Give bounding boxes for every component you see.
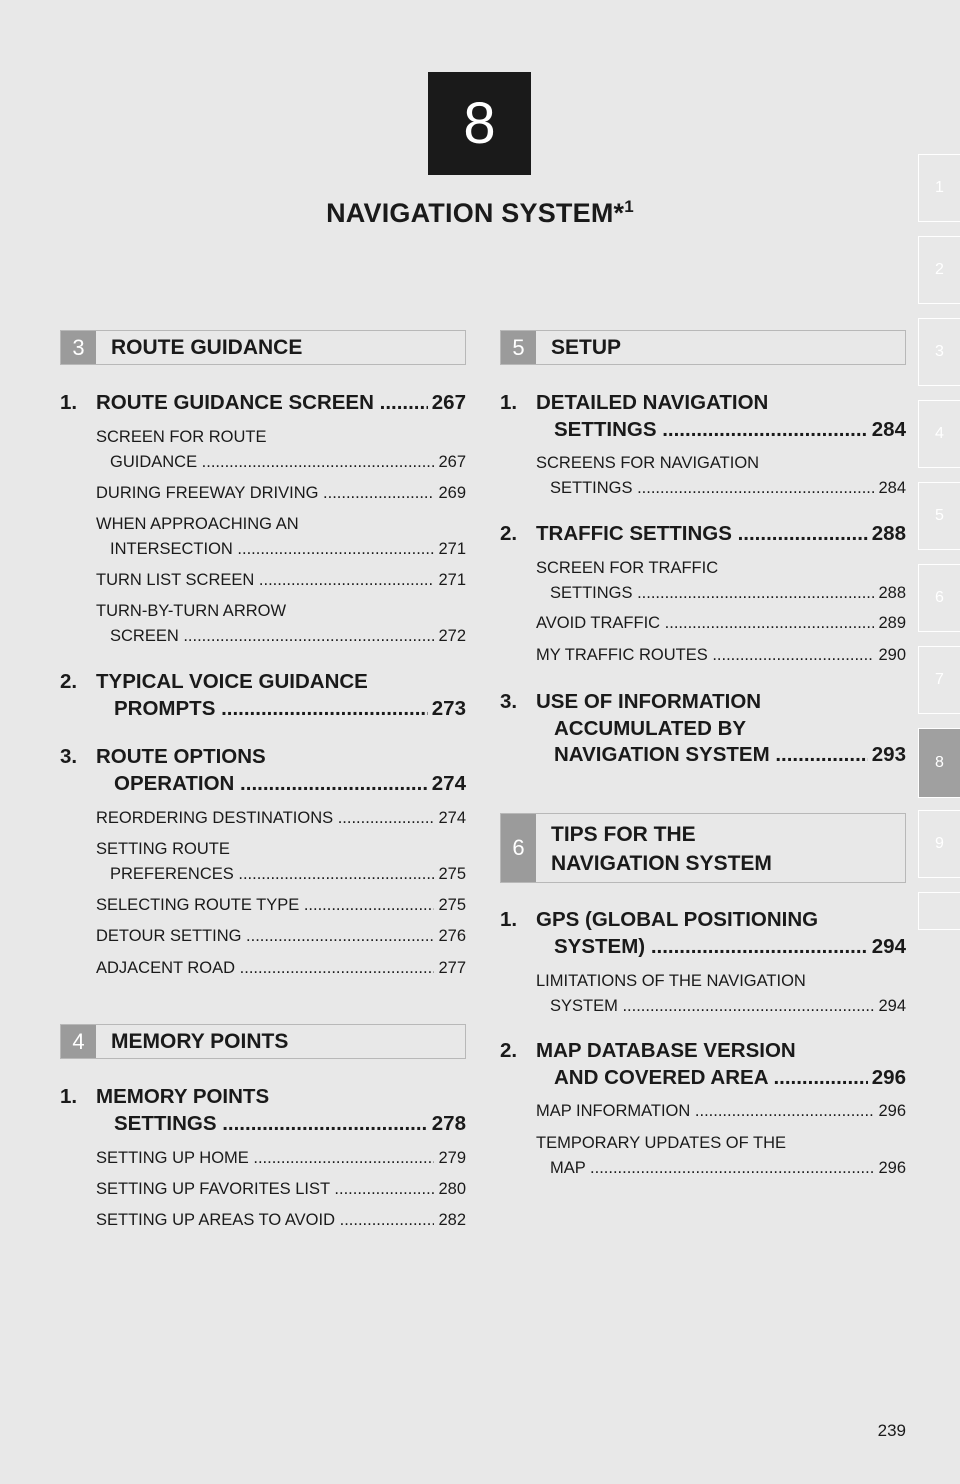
section-number: 3 bbox=[61, 331, 96, 364]
toc-subentry-page: 282 bbox=[438, 1211, 466, 1229]
toc-subentry[interactable] bbox=[536, 1099, 906, 1124]
toc-subentry-text-line: WHEN APPROACHING AN bbox=[96, 515, 299, 533]
toc-subentry-text-line: SETTING UP AREAS TO AVOID ..... bbox=[96, 1208, 434, 1233]
chapter-title bbox=[0, 197, 960, 229]
toc-subentry-text-line: SETTING UP FAVORITES LIST ..... bbox=[96, 1177, 434, 1202]
toc-entry-number: 2. bbox=[60, 670, 78, 693]
section-header-memory-points bbox=[60, 1024, 466, 1059]
section-header-tips bbox=[500, 813, 906, 883]
toc-entry-number: 2. bbox=[500, 522, 518, 545]
toc-subentry[interactable] bbox=[96, 924, 466, 949]
toc-subentry[interactable] bbox=[96, 481, 466, 506]
toc-entry-number: 2. bbox=[500, 1039, 518, 1062]
toc-subentry-page: 272 bbox=[438, 626, 466, 645]
toc-entry-text-line: ROUTE GUIDANCE SCREEN ..... bbox=[96, 390, 428, 417]
toc-entry-text-line: NAVIGATION SYSTEM ..... bbox=[536, 742, 868, 769]
toc-subentry-text-line: AVOID TRAFFIC ..... bbox=[536, 611, 874, 636]
toc-entry-text bbox=[536, 689, 868, 769]
toc-subentry-text bbox=[96, 956, 434, 981]
toc-entry-text bbox=[96, 1084, 428, 1137]
toc-subentry-text-line: SCREEN FOR ROUTE bbox=[96, 428, 267, 446]
toc-subentry-text bbox=[96, 893, 434, 918]
toc-entry-text-line: TYPICAL VOICE GUIDANCE bbox=[96, 670, 368, 693]
toc-entry-text-line: MEMORY POINTS bbox=[96, 1085, 270, 1108]
toc-subentry-text bbox=[96, 837, 434, 886]
chapter-tab-5[interactable]: 5 bbox=[918, 482, 960, 550]
toc-entry-text-line: GPS (GLOBAL POSITIONING bbox=[536, 908, 819, 931]
toc-subentry-text-line: SCREEN FOR TRAFFIC bbox=[536, 559, 719, 577]
chapter-tab-1[interactable]: 1 bbox=[918, 154, 960, 222]
toc-subentry-text-line: LIMITATIONS OF THE NAVIGATION bbox=[536, 972, 806, 990]
toc-subentry[interactable] bbox=[536, 643, 906, 668]
toc-subentry-text bbox=[96, 924, 434, 949]
section-number: 4 bbox=[61, 1025, 96, 1058]
toc-subentry-page: 271 bbox=[438, 571, 466, 589]
toc-subentry-page: 279 bbox=[438, 1149, 466, 1167]
toc-subentry-text-line: SETTING UP HOME ..... bbox=[96, 1146, 434, 1171]
toc-entry-text bbox=[536, 907, 868, 960]
toc-subentry[interactable] bbox=[96, 1177, 466, 1202]
toc-subentry-text-line: SELECTING ROUTE TYPE ..... bbox=[96, 893, 434, 918]
chapter-title-footnote-mark: 1 bbox=[624, 197, 634, 216]
toc-entry-page: 278 bbox=[431, 1111, 466, 1135]
chapter-tab-3[interactable]: 3 bbox=[918, 318, 960, 386]
chapter-tab-8[interactable]: 8 bbox=[918, 728, 960, 798]
toc-entry-text-line: MAP DATABASE VERSION bbox=[536, 1039, 796, 1062]
toc-subentry-text-line: TEMPORARY UPDATES OF THE bbox=[536, 1134, 786, 1152]
section-header-route-guidance bbox=[60, 330, 466, 365]
toc-subentry[interactable] bbox=[96, 893, 466, 918]
toc-entry-text-line: USE OF INFORMATION bbox=[536, 690, 762, 713]
chapter-number-box: 8 bbox=[428, 72, 531, 175]
toc-subentry-page: 290 bbox=[878, 646, 906, 664]
chapter-tab-9[interactable]: 9 bbox=[918, 810, 960, 878]
toc-subentry[interactable] bbox=[96, 425, 466, 474]
toc-subentry-text-line: SETTINGS ..... bbox=[536, 581, 874, 606]
toc-subentry[interactable] bbox=[96, 1146, 466, 1171]
section-number: 5 bbox=[501, 331, 536, 364]
toc-entry-text bbox=[96, 390, 428, 417]
toc-subentry-text-line: SCREEN ..... bbox=[96, 624, 434, 649]
toc-entry-page: 294 bbox=[871, 934, 906, 958]
toc-subentry-text-line: SETTINGS ..... bbox=[536, 476, 874, 501]
toc-subentry-text bbox=[536, 611, 874, 636]
toc-entry-text bbox=[536, 1038, 868, 1091]
toc-entry-text-line: TRAFFIC SETTINGS ..... bbox=[536, 521, 868, 548]
toc-subentry-text-line: SYSTEM ..... bbox=[536, 994, 874, 1019]
toc-subentry-page: 267 bbox=[438, 452, 466, 471]
toc-subentry-text-line: DURING FREEWAY DRIVING ..... bbox=[96, 481, 434, 506]
toc-subentry-text-line: MY TRAFFIC ROUTES ..... bbox=[536, 643, 874, 668]
toc-subentry[interactable] bbox=[536, 451, 906, 500]
toc-subentry-text-line: ADJACENT ROAD ..... bbox=[96, 956, 434, 981]
toc-subentry-text-line: GUIDANCE ..... bbox=[96, 450, 434, 475]
toc-subentry-text-line: MAP ..... bbox=[536, 1156, 874, 1181]
toc-entry-text-line: PROMPTS ..... bbox=[96, 696, 428, 723]
toc-entry-text-line: ROUTE OPTIONS bbox=[96, 745, 266, 768]
toc-subentry-text-line: TURN-BY-TURN ARROW bbox=[96, 602, 287, 620]
toc-subentry-text bbox=[96, 568, 434, 593]
chapter-tab-blank[interactable] bbox=[918, 892, 960, 930]
toc-entry[interactable] bbox=[500, 1038, 906, 1091]
toc-subentry-text-line: SETTING ROUTE bbox=[96, 840, 230, 858]
toc-subentry-text bbox=[96, 806, 434, 831]
toc-entry-page: 284 bbox=[871, 417, 906, 441]
section-title-line: NAVIGATION SYSTEM bbox=[551, 852, 772, 875]
toc-subentry-text bbox=[536, 1131, 874, 1180]
toc-subentry[interactable] bbox=[96, 512, 466, 561]
toc-subentry[interactable] bbox=[536, 1131, 906, 1180]
toc-subentry-text bbox=[96, 425, 434, 474]
toc-entry-text-line: SETTINGS ..... bbox=[536, 417, 868, 444]
section-number: 6 bbox=[501, 814, 536, 882]
toc-subentry-text-line: MAP INFORMATION ..... bbox=[536, 1099, 874, 1124]
section-title-line: TIPS FOR THE bbox=[551, 823, 696, 846]
toc-entry[interactable] bbox=[500, 521, 906, 548]
toc-entry[interactable] bbox=[60, 744, 466, 797]
toc-subentry-text bbox=[536, 969, 874, 1018]
chapter-tab-6[interactable]: 6 bbox=[918, 564, 960, 632]
toc-subentry-page: 294 bbox=[878, 996, 906, 1015]
toc-subentry[interactable] bbox=[536, 611, 906, 636]
toc-entry[interactable] bbox=[500, 907, 906, 960]
toc-entry-page: 293 bbox=[871, 743, 906, 766]
toc-subentry[interactable] bbox=[536, 556, 906, 605]
toc-subentry-text bbox=[536, 451, 874, 500]
toc-subentry[interactable] bbox=[96, 837, 466, 886]
section-header-setup bbox=[500, 330, 906, 365]
toc-subentry-page: 288 bbox=[878, 583, 906, 602]
toc-subentry-text bbox=[536, 643, 874, 668]
toc-entry-text-line: DETAILED NAVIGATION bbox=[536, 391, 769, 414]
toc-entry-page: 267 bbox=[431, 391, 466, 414]
toc-entry-number: 1. bbox=[60, 1085, 78, 1108]
toc-subentry-page: 275 bbox=[438, 896, 466, 914]
toc-subentry-text-line: SCREENS FOR NAVIGATION bbox=[536, 454, 760, 472]
toc-subentry-text-line: PREFERENCES ..... bbox=[96, 862, 434, 887]
toc-subentry[interactable] bbox=[96, 599, 466, 648]
toc-entry-text bbox=[536, 390, 868, 443]
toc-subentry-page: 275 bbox=[438, 864, 466, 883]
toc-subentry-page: 271 bbox=[438, 539, 466, 558]
toc-entry-text-line: SETTINGS ..... bbox=[96, 1111, 428, 1138]
toc-subentry-text bbox=[96, 512, 434, 561]
toc-entry[interactable] bbox=[500, 689, 906, 769]
toc-subentry-text-line: DETOUR SETTING ..... bbox=[96, 924, 434, 949]
toc-subentry-text bbox=[536, 556, 874, 605]
page-number: 239 bbox=[877, 1421, 906, 1440]
toc-entry-page: 288 bbox=[871, 522, 906, 545]
chapter-tab-7[interactable]: 7 bbox=[918, 646, 960, 714]
toc-entry-text bbox=[96, 744, 428, 797]
toc-subentry-text bbox=[96, 1177, 434, 1202]
toc-entry-number: 3. bbox=[60, 745, 78, 768]
toc-subentry-page: 284 bbox=[878, 478, 906, 497]
section-title: MEMORY POINTS bbox=[111, 1030, 289, 1053]
toc-entry-text-line: ACCUMULATED BY bbox=[554, 716, 747, 740]
toc-entry-text-line: OPERATION ..... bbox=[96, 771, 428, 798]
toc-subentry[interactable] bbox=[96, 956, 466, 981]
toc-subentry[interactable] bbox=[96, 568, 466, 593]
toc-subentry-text bbox=[96, 1146, 434, 1171]
toc-subentry-text-line: REORDERING DESTINATIONS ..... bbox=[96, 806, 434, 831]
toc-subentry-text-line: INTERSECTION ..... bbox=[96, 537, 434, 562]
toc-subentry-text-line: TURN LIST SCREEN ..... bbox=[96, 568, 434, 593]
toc-entry-text-line: AND COVERED AREA ..... bbox=[536, 1065, 868, 1092]
chapter-tab-4[interactable]: 4 bbox=[918, 400, 960, 468]
section-title: SETUP bbox=[551, 336, 622, 359]
toc-entry-text bbox=[536, 521, 868, 548]
toc-entry[interactable] bbox=[500, 390, 906, 443]
toc-subentry-text bbox=[536, 1099, 874, 1124]
toc-subentry-page: 289 bbox=[878, 614, 906, 632]
toc-subentry-page: 274 bbox=[438, 809, 466, 827]
toc-subentry[interactable] bbox=[96, 806, 466, 831]
toc-subentry-page: 296 bbox=[878, 1158, 906, 1177]
toc-entry-page: 274 bbox=[431, 771, 466, 795]
toc-subentry-page: 277 bbox=[438, 959, 466, 977]
toc-subentry-text bbox=[96, 1208, 434, 1233]
toc-subentry[interactable] bbox=[536, 969, 906, 1018]
toc-entry-number: 1. bbox=[60, 391, 78, 414]
toc-entry[interactable] bbox=[60, 390, 466, 417]
toc-entry-number: 1. bbox=[500, 908, 518, 931]
toc-entry[interactable] bbox=[60, 1084, 466, 1137]
toc-subentry-page: 276 bbox=[438, 927, 466, 945]
section-title bbox=[536, 814, 772, 882]
toc-entry-text-line: SYSTEM) ..... bbox=[536, 934, 868, 961]
toc-subentry-text bbox=[96, 599, 434, 648]
toc-entry[interactable] bbox=[60, 669, 466, 722]
toc-subentry-text bbox=[96, 481, 434, 506]
section-title: ROUTE GUIDANCE bbox=[111, 336, 303, 359]
chapter-title-text: NAVIGATION SYSTEM* bbox=[326, 198, 625, 228]
toc-subentry-page: 280 bbox=[438, 1180, 466, 1198]
toc-subentry[interactable] bbox=[96, 1208, 466, 1233]
toc-entry-number: 3. bbox=[500, 690, 518, 713]
chapter-tab-2[interactable]: 2 bbox=[918, 236, 960, 304]
toc-entry-text bbox=[96, 669, 428, 722]
toc-entry-page: 273 bbox=[431, 696, 466, 720]
toc-subentry-page: 296 bbox=[878, 1102, 906, 1120]
toc-subentry-page: 269 bbox=[438, 484, 466, 502]
toc-entry-page: 296 bbox=[871, 1065, 906, 1089]
toc-entry-number: 1. bbox=[500, 391, 518, 414]
